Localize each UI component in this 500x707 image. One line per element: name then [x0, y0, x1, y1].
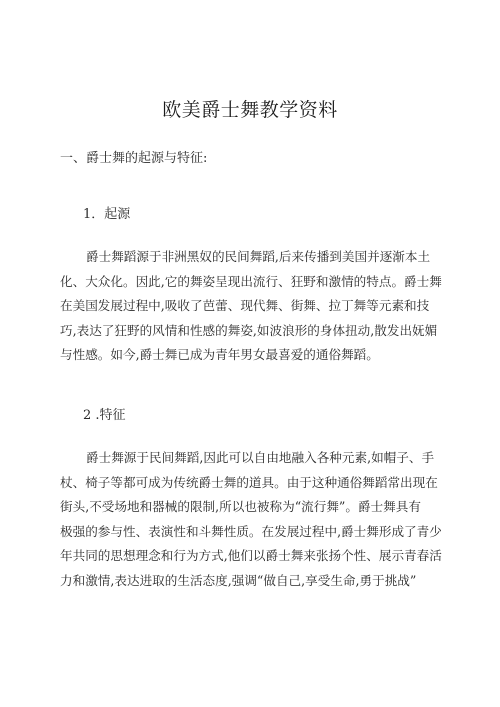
paragraph-line: 极强的参与性、表演性和斗舞性质。在发展过程中,爵士舞形成了青少 [60, 523, 442, 539]
paragraph-line: 爵士舞蹈源于非洲黑奴的民间舞蹈,后来传播到美国并逐渐本土 [86, 249, 431, 264]
paragraph-line: 力和激情,表达进取的生活态度,强调“做自己,享受生命,勇于挑战” [60, 572, 417, 588]
paragraph-origin [60, 245, 446, 368]
subsection-heading-features: 2 .特征 [83, 408, 126, 423]
paragraph-line: 杖、椅子等都可成为传统爵士舞的道具。由于这种通俗舞蹈常出现在 [60, 474, 438, 490]
paragraph-line: 与性感。如今,爵士舞已成为青年男女最喜爱的通俗舞蹈。 [60, 347, 379, 362]
section-heading-origin-features: 一、爵士舞的起源与特征: [60, 151, 208, 166]
paragraph-features [60, 446, 446, 593]
paragraph-line: 在美国发展过程中,吸收了芭蕾、现代舞、街舞、拉丁舞等元素和技 [60, 298, 430, 313]
paragraph-line: 街头,不受场地和器械的限制,所以也被称为“流行舞”。爵士舞具有 [60, 499, 421, 514]
paragraph-line: 年共同的思想理念和行为方式,他们以爵士舞来张扬个性、展示青春活 [60, 548, 442, 563]
paragraph-line: 化、大众化。因此,它的舞姿呈现出流行、狂野和激情的特点。爵士舞 [60, 273, 442, 289]
subsection-heading-origin: 1．起源 [83, 207, 131, 222]
paragraph-line: 巧,表达了狂野的风情和性感的舞姿,如波浪形的身体扭动,散发出妩媚 [60, 322, 438, 338]
paragraph-line: 爵士舞源于民间舞蹈,因此可以自由地融入各种元素,如帽子、手 [86, 450, 435, 465]
document-title: 欧美爵士舞教学资料 [162, 99, 338, 121]
